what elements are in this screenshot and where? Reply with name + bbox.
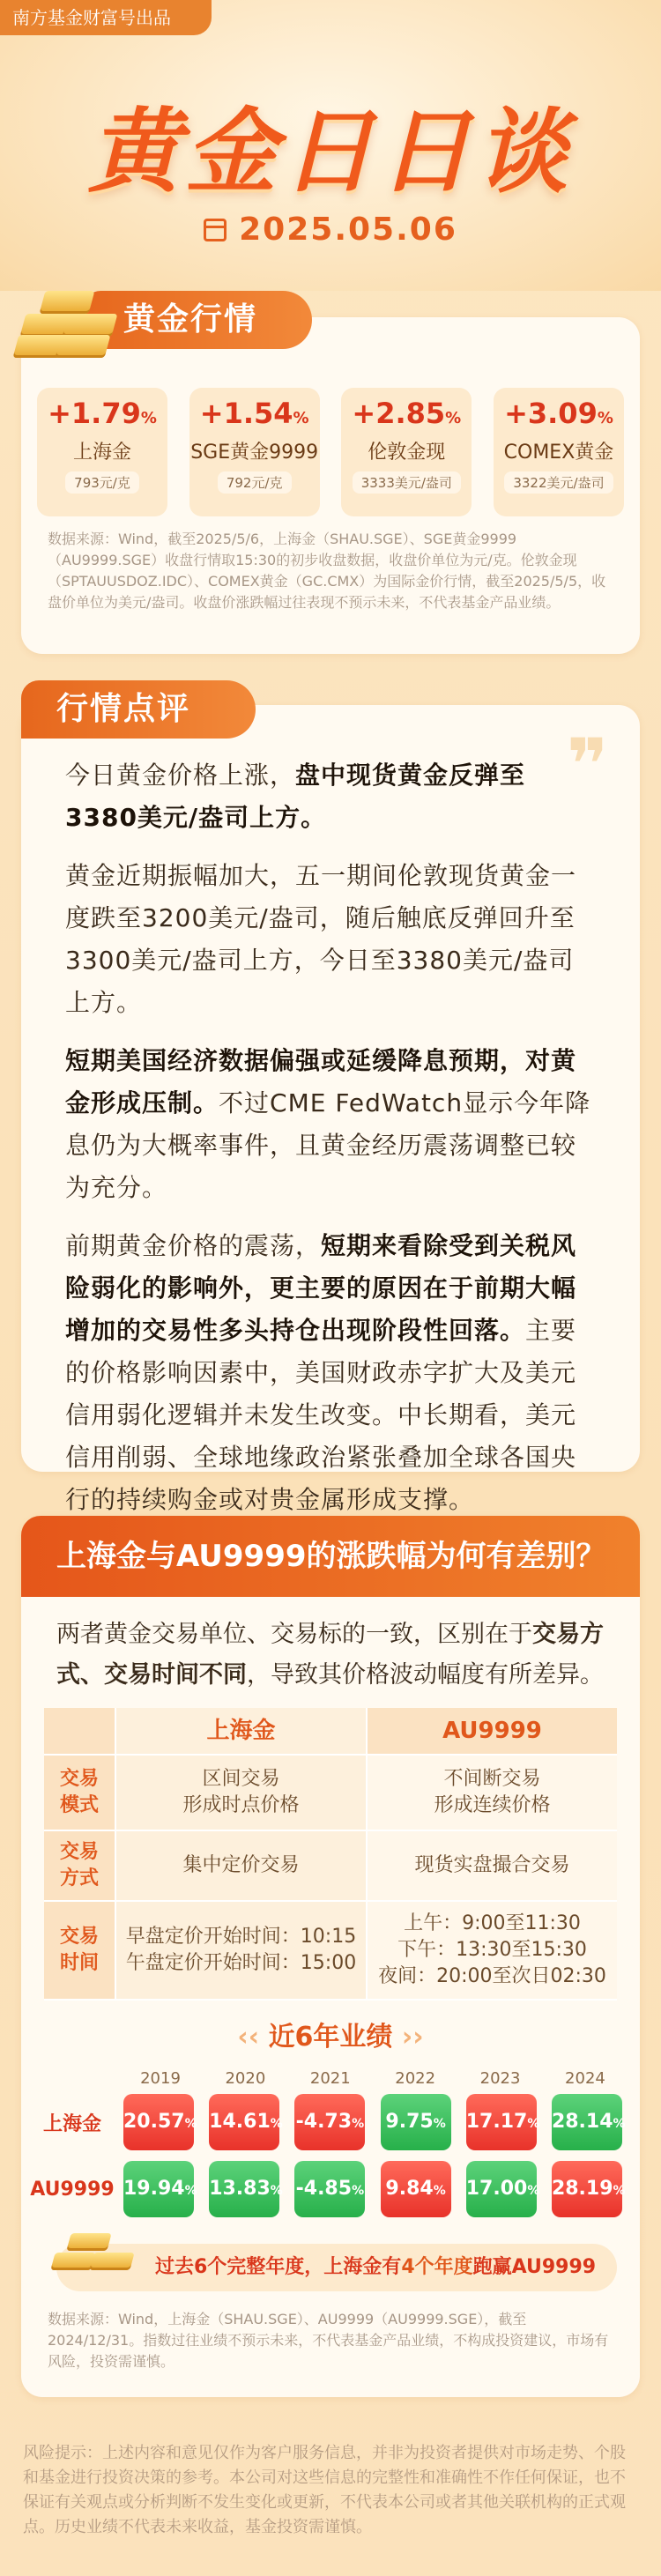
gold-market-card bbox=[21, 317, 640, 654]
table-header: 上海金 bbox=[115, 1708, 366, 1756]
section-tag-gold-market: 黄金行情 bbox=[83, 291, 312, 349]
performance-cell: -4.73% bbox=[294, 2094, 365, 2150]
year-label: 2022 bbox=[395, 2069, 436, 2088]
gold-bars-icon bbox=[16, 287, 113, 358]
performance-cell: 17.17% bbox=[466, 2094, 537, 2150]
table-corner bbox=[44, 1708, 115, 1756]
table-row-label: 交易模式 bbox=[44, 1756, 115, 1831]
metric-price: 3333美元/盎司 bbox=[353, 471, 461, 494]
commentary-card bbox=[21, 705, 640, 1514]
series-label: AU9999 bbox=[30, 2178, 115, 2201]
section-tag-commentary: 行情点评 bbox=[21, 680, 256, 739]
table-cell: 早盘定价开始时间：10:15 午盘定价开始时间：15:00 bbox=[115, 1902, 366, 2001]
table-row-label: 交易时间 bbox=[44, 1902, 115, 2001]
performance-cell: 13.83% bbox=[209, 2161, 279, 2217]
table-cell: 上午：9:00至11:30 下午：13:30至15:30 夜间：20:00至次日02:30 bbox=[366, 1902, 617, 2001]
performance-summary: 过去6个完整年度，上海金有4个年度跑赢AU9999 bbox=[56, 2244, 617, 2291]
year-label: 2020 bbox=[225, 2069, 266, 2088]
difference-note: 数据来源：Wind，上海金（SHAU.SGE）、AU9999（AU9999.SGE），截至2024/12/31。指数过往业绩不预示未来，不代表基金产品业绩，不构成投资建议，市场有风险，投资需谨慎。 bbox=[48, 2311, 609, 2370]
performance-cell: 9.84% bbox=[381, 2161, 451, 2217]
metric-name: COMEX黄金 bbox=[503, 442, 614, 464]
table-row-label: 交易方式 bbox=[44, 1831, 115, 1902]
comparison-table bbox=[44, 1708, 617, 2001]
commentary-paragraph: 短期美国经济数据偏强或延缓降息预期，对黄金形成压制。不过CME FedWatch显示今年降息仍为大概率事件，且黄金经历震荡调整已较为充分。 bbox=[65, 1046, 591, 1202]
performance-cell: 20.57% bbox=[123, 2094, 194, 2150]
metric-item bbox=[189, 388, 320, 516]
metric-item bbox=[37, 388, 167, 516]
performance-cell: 28.19% bbox=[552, 2161, 622, 2217]
performance-cell: 17.00% bbox=[466, 2161, 537, 2217]
table-header: AU9999 bbox=[366, 1708, 617, 1756]
performance-cell: -4.85% bbox=[294, 2161, 365, 2217]
performance-cell: 14.61% bbox=[209, 2094, 279, 2150]
metric-name: 伦敦金现 bbox=[368, 442, 446, 464]
year-label: 2024 bbox=[565, 2069, 605, 2088]
metric-name: SGE黄金9999 bbox=[190, 442, 319, 464]
commentary-paragraph: 今日黄金价格上涨，盘中现货黄金反弹至3380美元/盎司上方。 bbox=[65, 761, 526, 832]
metric-change: +3.09% bbox=[504, 397, 613, 430]
report-date bbox=[0, 212, 661, 248]
difference-card bbox=[21, 1516, 640, 2397]
metric-change: +1.54% bbox=[199, 397, 309, 430]
table-cell: 现货实盘撮合交易 bbox=[366, 1831, 617, 1902]
year-label: 2023 bbox=[479, 2069, 521, 2088]
metric-list bbox=[37, 388, 624, 516]
performance-cell: 19.94% bbox=[123, 2161, 194, 2217]
series-label: 上海金 bbox=[42, 2112, 101, 2135]
metric-price: 793元/克 bbox=[65, 471, 139, 494]
performance-row bbox=[21, 2161, 626, 2217]
publisher-badge: 南方基金财富号出品 bbox=[0, 0, 212, 35]
commentary-paragraph: 黄金近期振幅加大，五一期间伦敦现货黄金一度跌至3200美元/盎司，随后触底反弹回升至3300美元/盎司上方，今日至3380美元/盎司上方。 bbox=[65, 861, 577, 1017]
metric-item bbox=[494, 388, 624, 516]
report-date-text: 2025.05.06 bbox=[239, 212, 457, 248]
calendar-icon bbox=[204, 219, 227, 241]
difference-banner: 上海金与AU9999的涨跌幅为何有差别？ bbox=[21, 1516, 640, 1597]
metric-change: +2.85% bbox=[352, 397, 462, 430]
metric-item bbox=[341, 388, 472, 516]
metric-name: 上海金 bbox=[72, 442, 131, 464]
table-cell: 不间断交易 形成连续价格 bbox=[366, 1756, 617, 1831]
page-title: 黄金日日谈 bbox=[87, 98, 573, 205]
risk-disclaimer: 风险提示：上述内容和意见仅作为客户服务信息，并非为投资者提供对市场走势、个股和基金进行投资决策的参考。本公司对这些信息的完整性和准确性不作任何保证，也不保证有关观点或分析判断不发生变化或更新，不代表本公司或者其他关联机构的正式观点。历史业绩不代表未来收益，基金投资需谨慎。 bbox=[23, 2444, 626, 2536]
commentary-paragraph: 前期黄金价格的震荡，短期来看除受到关税风险弱化的影响外，更主要的原因在于前期大幅增加的交易性多头持仓出现阶段性回落。主要的价格影响因素中，美国财政赤字扩大及美元信用弱化逻辑并未发生改变。中长期看，美元信用削弱、全球地缘政治紧张叠加全球各国央行的持续购金或对贵金属形成支撑。 bbox=[65, 1231, 577, 1514]
metric-price: 792元/克 bbox=[218, 471, 292, 494]
gold-bars-icon bbox=[48, 2231, 136, 2293]
metric-price: 3322美元/盎司 bbox=[504, 471, 613, 494]
performance-cell: 9.75% bbox=[381, 2094, 451, 2150]
performance-title: ‹‹ 近6年业绩 ›› bbox=[237, 2022, 424, 2053]
difference-intro: 两者黄金交易单位、交易标的一致，区别在于交易方式、交易时间不同，导致其价格波动幅度有所差异。 bbox=[56, 1621, 604, 1689]
gold-market-note: 数据来源：Wind，截至2025/5/6，上海金（SHAU.SGE）、SGE黄金9999（AU9999.SGE）收盘行情取15:30的初步收盘数据，收盘价单位为元/克。伦敦金现（SPTAUUSDOZ.IDC）、COMEX黄金（GC.CMX）为国际金价行情，截至2025/5/5，收盘价单位为美元/盎司。收盘价涨跌幅过往表现不预示未来，不代表基金产品业绩。 bbox=[48, 531, 606, 611]
table-cell: 区间交易 形成时点价格 bbox=[115, 1756, 366, 1831]
year-label: 2019 bbox=[140, 2069, 181, 2088]
table-cell: 集中定价交易 bbox=[115, 1831, 366, 1902]
year-label: 2021 bbox=[309, 2069, 351, 2088]
performance-cell: 28.14% bbox=[552, 2094, 622, 2150]
metric-change: +1.79% bbox=[48, 397, 157, 430]
performance-row bbox=[21, 2094, 626, 2150]
quote-icon: ❞ bbox=[567, 724, 608, 805]
performance-years bbox=[123, 2069, 622, 2088]
